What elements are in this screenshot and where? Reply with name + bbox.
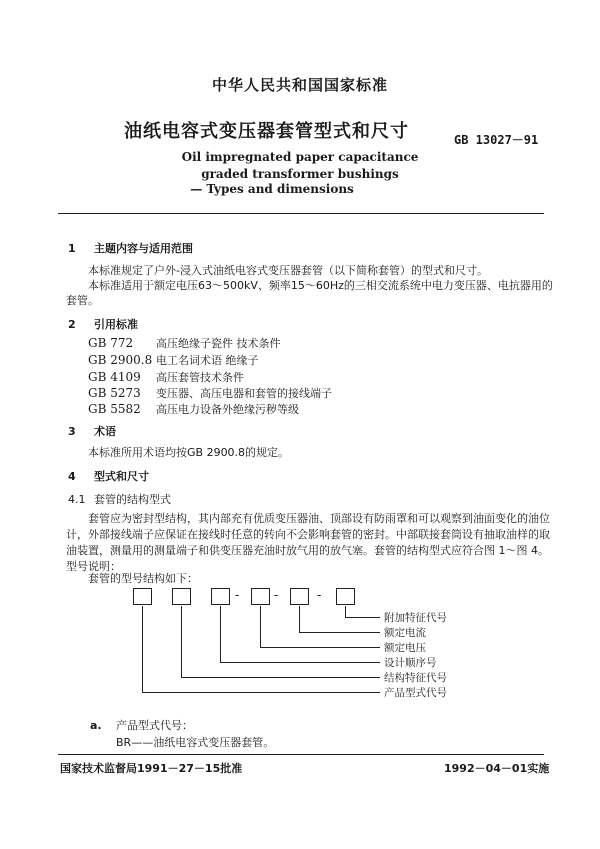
reference-item (88, 385, 332, 401)
reference-text: 高压绝缘子瓷件 技术条件 (156, 337, 281, 350)
label-structure-feature-code: 结构特征代号 (384, 672, 447, 684)
section-4-paragraph-1: 套管应为密封型结构，其内部充有优质变压器油、顶部设有防雨罩和可以观察到油面变化的油位 (88, 512, 550, 525)
model-code-dash: - (317, 588, 322, 602)
section-4-number: 4 (68, 470, 76, 483)
reference-item (88, 369, 244, 385)
reference-code: GB 2900.8 (88, 353, 153, 367)
item-a-definition: BR——油纸电容式变压器套管。 (116, 736, 275, 749)
reference-code: GB 4109 (88, 370, 141, 384)
item-a-label: a. (90, 719, 102, 732)
section-2-heading (68, 316, 138, 332)
leader-line (260, 647, 380, 648)
standard-number: GB 13027－91 (454, 133, 539, 147)
label-additional-feature-code: 附加特征代号 (384, 612, 447, 624)
label-product-type-code: 产品型式代号 (384, 687, 447, 699)
label-rated-voltage: 额定电压 (384, 642, 426, 654)
section-3-heading (68, 423, 116, 439)
item-a (90, 717, 193, 733)
section-1-paragraph-2b: 套管。 (66, 294, 99, 307)
standard-title-english-line3: — Types and dimensions (190, 182, 354, 196)
standard-title-chinese: 油纸电容式变压器套管型式和尺寸 (124, 121, 409, 142)
model-code-box-3 (211, 588, 230, 605)
section-2-title: 引用标准 (94, 318, 138, 331)
section-4-paragraph-5: 套管的型号结构如下： (88, 572, 198, 585)
model-code-box-6 (336, 588, 355, 605)
subsection-4-1-title: 套管的结构型式 (94, 493, 171, 506)
model-code-box-4 (251, 588, 270, 605)
label-design-sequence-number: 设计顺序号 (384, 657, 437, 669)
reference-text: 变压器、高压电器和套管的接线端子 (156, 387, 332, 400)
section-2-number: 2 (68, 318, 76, 331)
item-a-text: 产品型式代号： (116, 719, 193, 732)
leader-line (345, 617, 380, 618)
reference-text: 高压套管技术条件 (156, 371, 244, 384)
section-4-paragraph-2: 计，外部接线端子应保证在接线时任意的转向不会影响套管的密封。中部联接套筒设有抽取油样的取 (66, 528, 550, 541)
model-code-dash: - (235, 588, 240, 602)
issuing-authority: 中华人民共和国国家标准 (211, 76, 388, 94)
leader-line (345, 606, 346, 617)
section-1-paragraph-1: 本标准规定了户外-浸入式油纸电容式变压器套管（以下简称套管）的型式和尺寸。 (88, 264, 488, 277)
leader-line (181, 606, 182, 677)
footer-rule (58, 754, 544, 755)
leader-line (181, 677, 380, 678)
reference-text: 高压电力设备外绝缘污秽等级 (156, 403, 299, 416)
reference-item (88, 335, 281, 351)
reference-item (88, 401, 299, 417)
section-4-paragraph-4: 型号说明： (66, 560, 121, 573)
standard-title-english-line2: graded transformer bushings (201, 167, 399, 181)
section-4-title: 型式和尺寸 (94, 470, 149, 483)
standard-title-english-line1: Oil impregnated paper capacitance (181, 150, 419, 164)
section-3-title: 术语 (94, 425, 116, 438)
section-1-title: 主题内容与适用范围 (94, 242, 193, 255)
section-4-paragraph-3: 油装置，测量用的测量端子和供变压器充油时放气用的放气塞。套管的结构型式应符合图 1～图 4。 (66, 544, 549, 557)
section-3-number: 3 (68, 425, 76, 438)
label-rated-current: 额定电流 (384, 627, 426, 639)
reference-item (88, 352, 259, 368)
model-code-box-5 (290, 588, 309, 605)
model-code-box-1 (133, 588, 152, 605)
leader-line (260, 606, 261, 647)
section-4-heading (68, 468, 149, 484)
reference-text: 电工名词术语 绝缘子 (156, 354, 259, 367)
approval-date: 国家技术监督局1991－27－15批准 (60, 762, 243, 775)
section-1-paragraph-2a: 本标准适用于额定电压63～500kV、频率15～60Hz的三相交流系统中电力变压器、电抗器用的 (88, 279, 553, 292)
section-1-number: 1 (68, 242, 76, 255)
leader-line (299, 606, 300, 632)
reference-code: GB 5273 (88, 386, 141, 400)
leader-line (220, 662, 380, 663)
reference-code: GB 5582 (88, 402, 141, 416)
model-code-dash: - (274, 588, 279, 602)
model-code-box-2 (172, 588, 191, 605)
leader-line (142, 692, 380, 693)
implementation-date: 1992－04－01实施 (444, 762, 550, 775)
section-3-paragraph: 本标准所用术语均按GB 2900.8的规定。 (88, 446, 290, 459)
section-1-heading (68, 240, 193, 256)
reference-code: GB 772 (88, 336, 134, 350)
subsection-4-1-number: 4.1 (68, 493, 86, 506)
leader-line (299, 632, 380, 633)
leader-line (142, 606, 143, 692)
leader-line (220, 606, 221, 662)
subsection-4-1-heading (68, 491, 171, 507)
header-rule (58, 213, 544, 214)
